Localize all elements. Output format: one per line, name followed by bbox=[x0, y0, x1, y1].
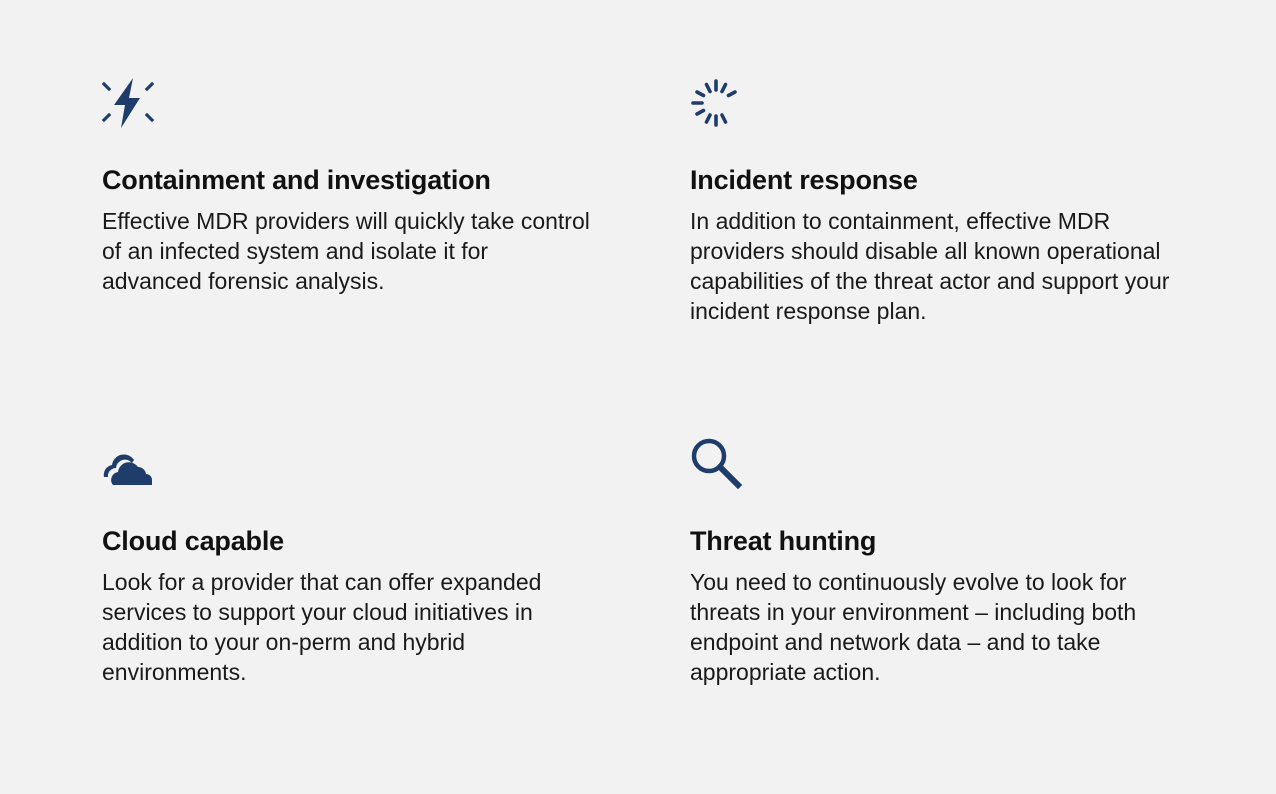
card-description: In addition to containment, effective MDR providers should disable all known operational capabilities of the threat actor and support your incident response plan. bbox=[690, 208, 1170, 324]
card-title: Threat hunting bbox=[690, 526, 877, 556]
card-description: Look for a provider that can offer expanded services to support your cloud initiatives in addition to your on-perm and hybrid environments. bbox=[102, 569, 542, 685]
card-title: Cloud capable bbox=[102, 526, 284, 556]
lightning-bolt-icon bbox=[102, 76, 154, 128]
card-description: You need to continuously evolve to look for threats in your environment – including both endpoint and network data – and to take appropriate action. bbox=[690, 569, 1137, 685]
card-description: Effective MDR providers will quickly take control of an infected system and isolate it for advanced forensic analysis. bbox=[102, 208, 590, 294]
magnifying-glass-icon bbox=[690, 437, 742, 489]
loading-spinner-icon bbox=[690, 76, 742, 128]
card-title: Containment and investigation bbox=[102, 165, 491, 195]
cloud-icon bbox=[102, 437, 154, 489]
card-title: Incident response bbox=[690, 165, 918, 195]
